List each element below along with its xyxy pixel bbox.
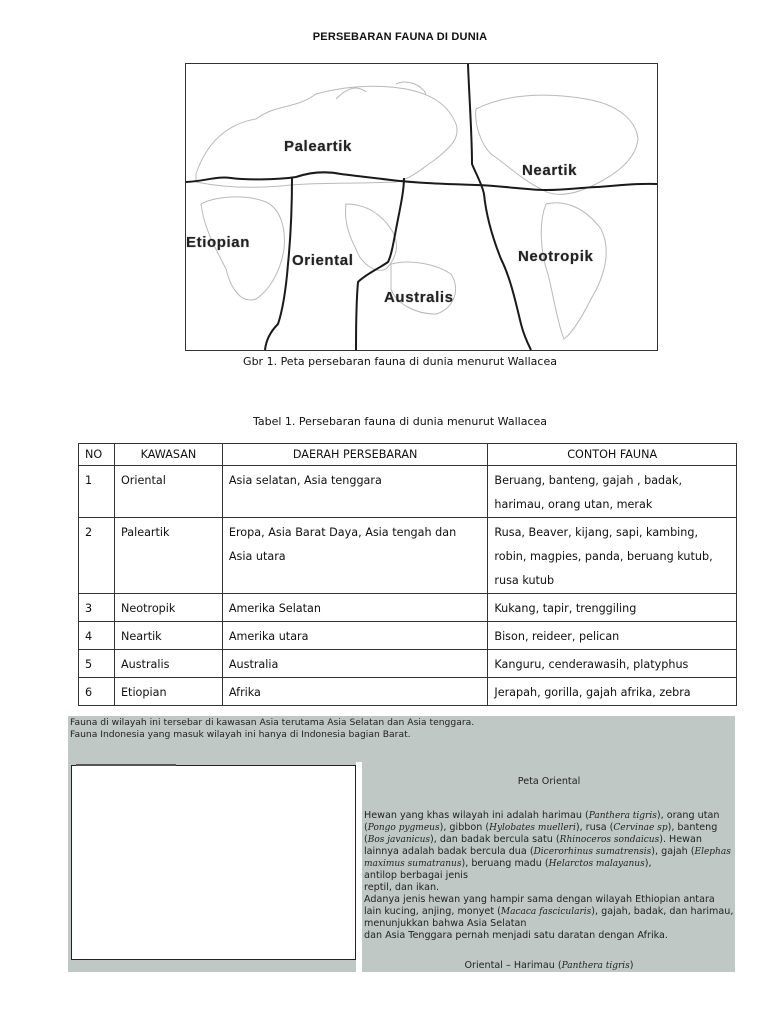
cell-kawasan: Etiopian xyxy=(114,678,222,706)
cell-no: 6 xyxy=(79,678,115,706)
oriental-map-image-placeholder xyxy=(71,765,356,960)
table-header-row xyxy=(79,444,737,466)
map-label-australis: Australis xyxy=(384,289,454,306)
oriental-intro xyxy=(70,717,474,741)
header-no: NO xyxy=(79,444,115,466)
cell-kawasan: Neartik xyxy=(114,622,222,650)
species-name: Panthera tigris xyxy=(588,811,657,821)
intro-line-2: Fauna Indonesia yang masuk wilayah ini hanya di Indonesia bagian Barat. xyxy=(70,729,411,740)
desc-text: Hewan yang khas wilayah ini adalah harimau ( xyxy=(364,810,589,821)
desc-text: ), rusa ( xyxy=(575,822,614,833)
cell-no: 4 xyxy=(79,622,115,650)
table-row xyxy=(79,678,737,706)
cell-no: 3 xyxy=(79,594,115,622)
species-name: Bos javanicus xyxy=(367,835,430,845)
desc-line: antilop berbagai jenis xyxy=(364,870,468,881)
species-name: Panthera tigris xyxy=(561,961,630,971)
species-name: Dicerorhinus sumatrensis xyxy=(533,847,652,857)
desc-text: ), xyxy=(644,858,652,869)
species-name: Macaca fascicularis xyxy=(500,907,592,917)
cell-daerah: Eropa, Asia Barat Daya, Asia tengah dan Asia utara xyxy=(222,518,488,594)
caption-text: ) xyxy=(629,960,634,971)
species-name: Elephas maximus sumatranus xyxy=(364,847,731,869)
panel-divider xyxy=(356,762,362,972)
desc-text: ). Hewan lainnya adalah badak bercula dua ( xyxy=(364,834,702,857)
table-caption: Tabel 1. Persebaran fauna di dunia menurut Wallacea xyxy=(252,415,548,428)
header-kawasan: KAWASAN xyxy=(114,444,222,466)
cell-no: 5 xyxy=(79,650,115,678)
map-outline-graphic xyxy=(186,64,657,350)
table-row xyxy=(79,622,737,650)
world-fauna-map xyxy=(185,63,658,351)
cell-no: 2 xyxy=(79,518,115,594)
cell-kawasan: Oriental xyxy=(114,466,222,518)
cell-kawasan: Australis xyxy=(114,650,222,678)
cell-kawasan: Neotropik xyxy=(114,594,222,622)
cell-daerah: Amerika utara xyxy=(222,622,488,650)
caption-text: Oriental – Harimau ( xyxy=(464,960,562,971)
map-label-neotropik: Neotropik xyxy=(518,248,594,265)
map-label-paleartik: Paleartik xyxy=(284,138,352,155)
table-row xyxy=(79,594,737,622)
image-top-artifact xyxy=(76,764,176,766)
desc-line: dan Asia Tenggara pernah menjadi satu daratan dengan Afrika. xyxy=(364,930,668,941)
table-row xyxy=(79,650,737,678)
cell-fauna: Kukang, tapir, trenggiling xyxy=(488,594,737,622)
cell-daerah: Amerika Selatan xyxy=(222,594,488,622)
oriental-map-title: Peta Oriental xyxy=(517,776,581,787)
desc-text: Adanya jenis hewan yang hampir sama dengan wilayah Ethiopian antara lain kucing, anjing, monyet ( xyxy=(364,894,715,917)
map-label-etiopian: Etiopian xyxy=(186,234,250,251)
table-row xyxy=(79,518,737,594)
species-name: Rhinoceros sondaicus xyxy=(559,835,660,845)
oriental-description xyxy=(364,810,734,942)
fauna-distribution-table xyxy=(78,443,737,706)
desc-paragraph-2 xyxy=(364,894,734,930)
desc-line: reptil, dan ikan. xyxy=(364,882,440,893)
cell-fauna: Jerapah, gorilla, gajah afrika, zebra xyxy=(488,678,737,706)
map-label-oriental: Oriental xyxy=(292,252,354,269)
species-name: Helarctos malayanus xyxy=(548,859,645,869)
cell-no: 1 xyxy=(79,466,115,518)
cell-fauna: Bison, reideer, pelican xyxy=(488,622,737,650)
desc-text: ), beruang madu ( xyxy=(461,858,549,869)
desc-text: ), gajah, badak, dan harimau, menunjukkan bahwa Asia Selatan xyxy=(364,906,734,929)
header-daerah: DAERAH PERSEBARAN xyxy=(222,444,488,466)
table-row xyxy=(79,466,737,518)
desc-text: ), gajah ( xyxy=(651,846,695,857)
desc-text: ), orang utan ( xyxy=(364,810,720,833)
cell-fauna: Beruang, banteng, gajah , badak, harimau, orang utan, merak xyxy=(488,466,737,518)
desc-text: ), dan badak bercula satu ( xyxy=(430,834,560,845)
page-title: PERSEBARAN FAUNA DI DUNIA xyxy=(312,31,488,43)
cell-fauna: Kanguru, cenderawasih, platyphus xyxy=(488,650,737,678)
desc-text: ), gibbon ( xyxy=(439,822,490,833)
cell-daerah: Australia xyxy=(222,650,488,678)
cell-kawasan: Paleartik xyxy=(114,518,222,594)
species-name: Hylobates muelleri xyxy=(489,823,576,833)
cell-daerah: Afrika xyxy=(222,678,488,706)
desc-text: ), banteng ( xyxy=(364,822,718,845)
species-name: Cervinae sp xyxy=(613,823,668,833)
oriental-figure-caption xyxy=(363,960,735,971)
header-contoh-fauna: CONTOH FAUNA xyxy=(488,444,737,466)
map-label-neartik: Neartik xyxy=(522,162,578,179)
species-name: Pongo pygmeus xyxy=(367,823,440,833)
cell-daerah: Asia selatan, Asia tenggara xyxy=(222,466,488,518)
map-caption: Gbr 1. Peta persebaran fauna di dunia menurut Wallacea xyxy=(243,355,557,368)
cell-fauna: Rusa, Beaver, kijang, sapi, kambing, robin, magpies, panda, beruang kutub, rusa kutub xyxy=(488,518,737,594)
intro-line-1: Fauna di wilayah ini tersebar di kawasan Asia terutama Asia Selatan dan Asia tenggara. xyxy=(70,717,475,728)
